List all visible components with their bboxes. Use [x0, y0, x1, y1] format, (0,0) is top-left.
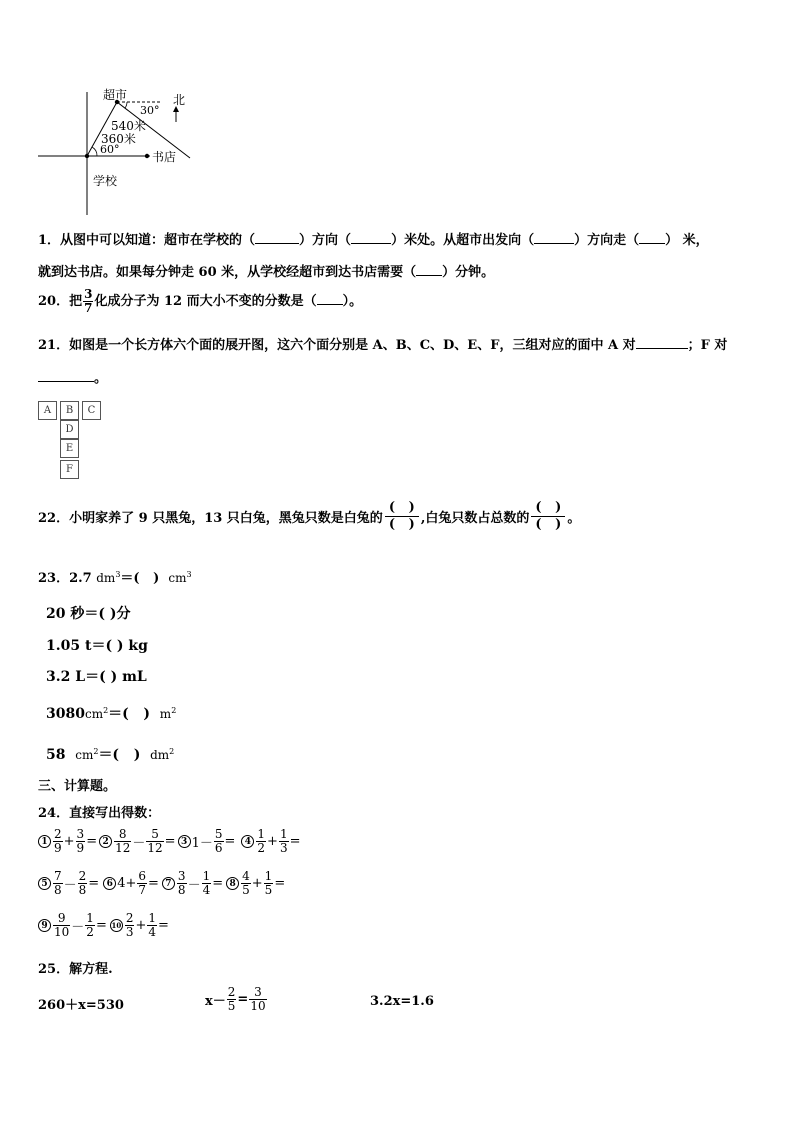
label-angle60: 60° [100, 143, 120, 156]
q24-num-3: 3 [178, 835, 191, 848]
q24-num-9: 9 [38, 919, 51, 932]
label-dist360: 360米 [101, 132, 136, 146]
q20-blank[interactable] [317, 292, 343, 305]
q23-line-e: $3080cm^2=$( ) $m^2$ [46, 706, 177, 722]
q25-eq3: 3.2x=1.6 [370, 994, 434, 1009]
label-north: 北 [173, 93, 186, 107]
section-3-title: 三、计算题。 [38, 779, 117, 794]
q24-num-2: 2 [99, 835, 112, 848]
angle60-arc [92, 147, 97, 156]
q1-blank5[interactable] [416, 263, 442, 276]
q22-answer-fraction1[interactable]: $\frac{( )}{( )}$ [385, 500, 419, 533]
q22: 22．小明家养了 9 只黑兔，13 只白兔，黑兔只数是白兔的 $\frac{( )}{( )}$ ,白兔只数占总数的 $\frac{( )}{( )}$ 。 [38, 500, 581, 532]
q24-num-4: 4 [241, 835, 254, 848]
net-cell-c: C [82, 401, 101, 420]
q24-num-5: 5 [38, 877, 51, 890]
label-dist540: 540米 [111, 119, 146, 133]
bookstore-dot [145, 154, 149, 158]
label-angle30: 30° [140, 104, 160, 117]
q24-num-10: 10 [111, 921, 122, 930]
q25-eq2: x－ $\frac{2}{5}$ = $\frac{3}{10}$ [205, 985, 266, 1013]
q24-title: 24．直接写出得数： [38, 806, 161, 821]
q25-title: 25．解方程. [38, 962, 113, 977]
q21-blank2[interactable] [38, 369, 94, 382]
net-cell-e: E [60, 439, 79, 458]
q1-blank4[interactable] [639, 231, 665, 244]
school-dot [85, 154, 89, 158]
q21-line2: 。 [38, 367, 107, 386]
q24-num-8: 8 [226, 877, 239, 890]
label-bookstore: 书店 [152, 150, 177, 164]
q1-line2: 就到达书店。如果每分钟走 60 米，从学校经超市到达书店需要（ ）分钟。 [38, 265, 495, 280]
q24-num-1: 1 [38, 835, 51, 848]
net-cell-f: F [60, 460, 79, 479]
q24-row3: 9 $\frac{9}{10}$ － $\frac{1}{2}$ = 10 $\frac{2}{3}$ + $\frac{1}{4}$ = [38, 912, 169, 939]
q1-blank3[interactable] [534, 231, 574, 244]
q23-line-c: 1.05 t＝( ) kg [46, 638, 148, 654]
net-cell-d: D [60, 420, 79, 439]
q1-line1: 1．从图中可以知道：超市在学校的（ ）方向（ ）米处。从超市出发向（ ）方向走（ ） 米， [38, 233, 709, 248]
q1-blank2[interactable] [351, 231, 391, 244]
q25-eq1: 260＋x=530 [38, 998, 124, 1013]
q20: 20．把 $\frac{3}{7}$ 化成分子为 12 而大小不变的分数是（ ）。 [38, 287, 363, 315]
q24-row2: 5 $\frac{7}{8}$ － $\frac{2}{8}$ = 6 4+ $\frac{6}{7}$ = 7 $\frac{3}{8}$ － $\frac{1}{4}$ = 8 $\frac{4}{5}$ + $\frac{1}{5}$ = [38, 870, 285, 897]
q20-fraction: $\frac{3}{7}$ [84, 287, 93, 315]
q23-line-b: 20 秒＝( )分 [46, 606, 131, 622]
q23-line-f: 58 $cm^2=$( ) $dm^2$ [46, 747, 175, 763]
net-cell-a: A [38, 401, 57, 420]
q24-num-6: 6 [103, 877, 116, 890]
q24-num-7: 7 [162, 877, 175, 890]
q21-line1: 21．如图是一个长方体六个面的展开图，这六个面分别是 A、B、C、D、E、F，三组对应的面中 A 对 ；F 对 [38, 338, 728, 353]
label-school: 学校 [93, 174, 118, 188]
q24-row1: 1 $\frac{2}{9}$ + $\frac{3}{9}$ = 2 $\frac{8}{12}$ － $\frac{5}{12}$ = 3 1－ $\frac{5}{6}$ = 4 $\frac{1}{2}$ + $\frac{1}{3}$ = [38, 828, 301, 855]
q22-answer-fraction2[interactable]: $\frac{( )}{( )}$ [531, 500, 565, 533]
q23-line-a: 23．2.7 $dm^3=$( ) $cm^3$ [38, 570, 192, 586]
net-cell-b: B [60, 401, 79, 420]
q1-blank1[interactable] [255, 231, 299, 244]
q23-line-d: 3.2 L＝( ) mL [46, 669, 147, 685]
label-supermarket: 超市 [103, 88, 128, 102]
q21-blank1[interactable] [636, 336, 688, 349]
